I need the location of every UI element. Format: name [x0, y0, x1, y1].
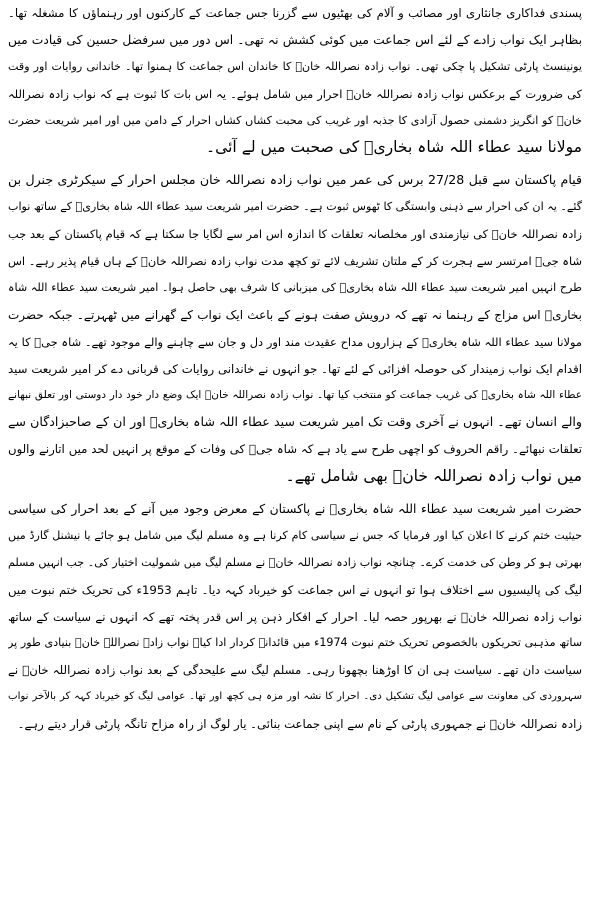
- text-line: حضرت امیر شریعت سید عطاء اللہ شاہ بخاریؒ نے پاکستان کے معرض وجود میں آنے کے بعد احرار کی سیاسی: [8, 502, 582, 517]
- text-line: اقدام ایک نواب زمیندار کی حوصلہ افزائی کے لئے تھا۔ جو انہوں نے خاندانی روایات کی قربانی دے کر امیر شریعت سید: [8, 361, 582, 376]
- text-line: بھرتی ہو کر وطن کی خدمت کرے۔ چنانچہ نواب زادہ نصراللہ خانؒ نے مسلم لیگ میں شمولیت اختیار کی۔ جب انہیں مسلم: [8, 555, 582, 569]
- text-line: زادہ نصراللہ خانؒ کی نیازمندی اور مخلصانہ تعلقات کا اندازہ اس امر سے لگایا جا سکتا ہے کہ قیام پاکستان کے بعد جب: [8, 227, 582, 242]
- text-line: حیثیت ختم کرنے کا اعلان کیا اور فرمایا کہ جس نے سیاسی کام کرنا ہے وہ مسلم لیگ میں شامل ہو جائے یا نیشنل گارڈ میں: [8, 528, 582, 542]
- text-line: مولانا سید عطاء اللہ شاہ بخاریؒ کے ہزاروں مداح عقیدت مند اور دل و جان سے چاہنے والے موجود تھے۔ شاہ جیؒ کا یہ: [8, 334, 582, 349]
- text-line: پسندی فداکاری جانثاری اور مصائب و آلام کی بھٹیوں سے گزرنا جس جماعت کے کارکنوں اور رہنماؤں کا مشغلہ تھا۔: [8, 6, 582, 20]
- text-line: تعلقات نبھائے۔ راقم الحروف کو اچھی طرح سے یاد ہے کہ شاہ جیؒ کی وفات کے موقع پر انہیں لحد میں اتارنے والوں: [8, 442, 582, 457]
- text-line: کی ضرورت کے برعکس نواب زادہ نصراللہ خانؒ احرار میں شامل ہوئے۔ یہ اس بات کا ثبوت ہے کہ نواب زادہ نصراللہ: [8, 86, 582, 101]
- paragraph-3: [8, 496, 582, 738]
- text-line: سہروردی کی معاونت سے عوامی لیگ تشکیل دی۔ احرار کا نشہ اور مزہ ہی کچھ اور تھا۔ عوامی لیگ کو خیرباد کہہ کر بالآخر نواب: [8, 691, 582, 703]
- text-line: قیام پاکستان سے قبل 27/28 برس کی عمر میں نواب زادہ نصراللہ خان مجلس احرار کے سیکرٹری جنرل بن: [8, 172, 582, 188]
- text-line: عطاء اللہ شاہ بخاریؒ کی غریب جماعت کو منتخب کیا تھا۔ نواب زادہ نصراللہ خانؒ ایک وضع دار خود دار دوستی اور تعلق نبھانے: [8, 389, 582, 402]
- text-line: لیگ کی پالیسیوں سے اختلاف ہوا تو انہوں نے اس جماعت کو خیرباد کہہ دیا۔ تاہم 1953ء کی تحریک ختم نبوت میں: [8, 582, 582, 597]
- paragraph-1: [8, 0, 582, 161]
- text-line: بخاریؒ اس مزاج کے رہنما نہ تھے کہ درویش صفت ہونے کے باعث ایک نواب کے گھرانے میں ٹھہرتے۔ جبکہ حضرت: [8, 307, 582, 322]
- text-line: والے انسان تھے۔ انہوں نے آخری وقت تک امیر شریعت سید عطاء اللہ شاہ بخاریؒ اور ان کے صاحبزادگان سے: [8, 414, 582, 430]
- paragraph-2: [8, 167, 582, 490]
- text-line: بظاہر ایک نواب زادے کے لئے اس جماعت میں کوئی کشش نہ تھی۔ اس دور میں سرفضل حسین کی قیادت میں: [8, 32, 582, 47]
- text-line: خانؒ کو انگریز دشمنی حصول آزادی کا جذبہ اور غریب کی محبت کشاں کشاں احرار کے دامن میں اور امیر شریعت حضرت: [8, 113, 582, 127]
- text-line: نواب زادہ نصراللہ خانؒ نے بھرپور حصہ لیا۔ احرار کے افکار ذہن پر اس قدر پختہ تھے کہ انہوں نے سیاست کے ساتھ: [8, 609, 582, 624]
- text-line: طرح انہیں امیر شریعت سید عطاء اللہ شاہ بخاریؒ کی میزبانی کا شرف بھی حاصل ہوا۔ امیر شریعت سید عطاء اللہ شاہ: [8, 280, 582, 294]
- text-line: مولانا سید عطاء اللہ شاہ بخاریؒ کی صحبت میں لے آئی۔: [205, 138, 582, 157]
- text-line: میں نواب زادہ نصراللہ خانؒ بھی شامل تھے۔: [285, 467, 582, 486]
- text-line: سیاست دان تھے۔ سیاست ہی ان کا اوڑھنا بچھونا رہی۔ مسلم لیگ سے علیحدگی کے بعد نواب زادہ نصراللہ خانؒ نے: [8, 663, 582, 678]
- text-line: گئے۔ یہ ان کی احرار سے ذہنی وابستگی کا ٹھوس ثبوت ہے۔ حضرت امیر شریعت سید عطاء اللہ شاہ بخاریؒ کے ساتھ نواب: [8, 200, 582, 214]
- text-line: زادہ نصراللہ خانؒ نے جمہوری پارٹی کے نام سے اپنی جماعت بنائی۔ یار لوگ از راہ مزاح تانگہ پارٹی قرار دیتے رہے۔: [17, 717, 582, 732]
- text-line: ساتھ مذہبی تحریکوں بالخصوص تحریک ختم نبوت 1974ء میں قائدانہ کردار ادا کیا۔ نواب زادہ نصراللہ خانؒ بنیادی طور پر: [8, 636, 582, 650]
- text-line: شاہ جیؒ امرتسر سے ہجرت کر کے ملتان تشریف لائے تو کچھ مدت نواب زادہ نصراللہ خانؒ کے ہاں قیام پذیر رہے۔ اس: [8, 254, 582, 269]
- text-line: یونینسٹ پارٹی تشکیل پا چکی تھی۔ نواب زادہ نصراللہ خانؒ کا خاندان اس جماعت کا ہمنوا تھا۔ خاندانی روایات اور وقت: [8, 59, 582, 73]
